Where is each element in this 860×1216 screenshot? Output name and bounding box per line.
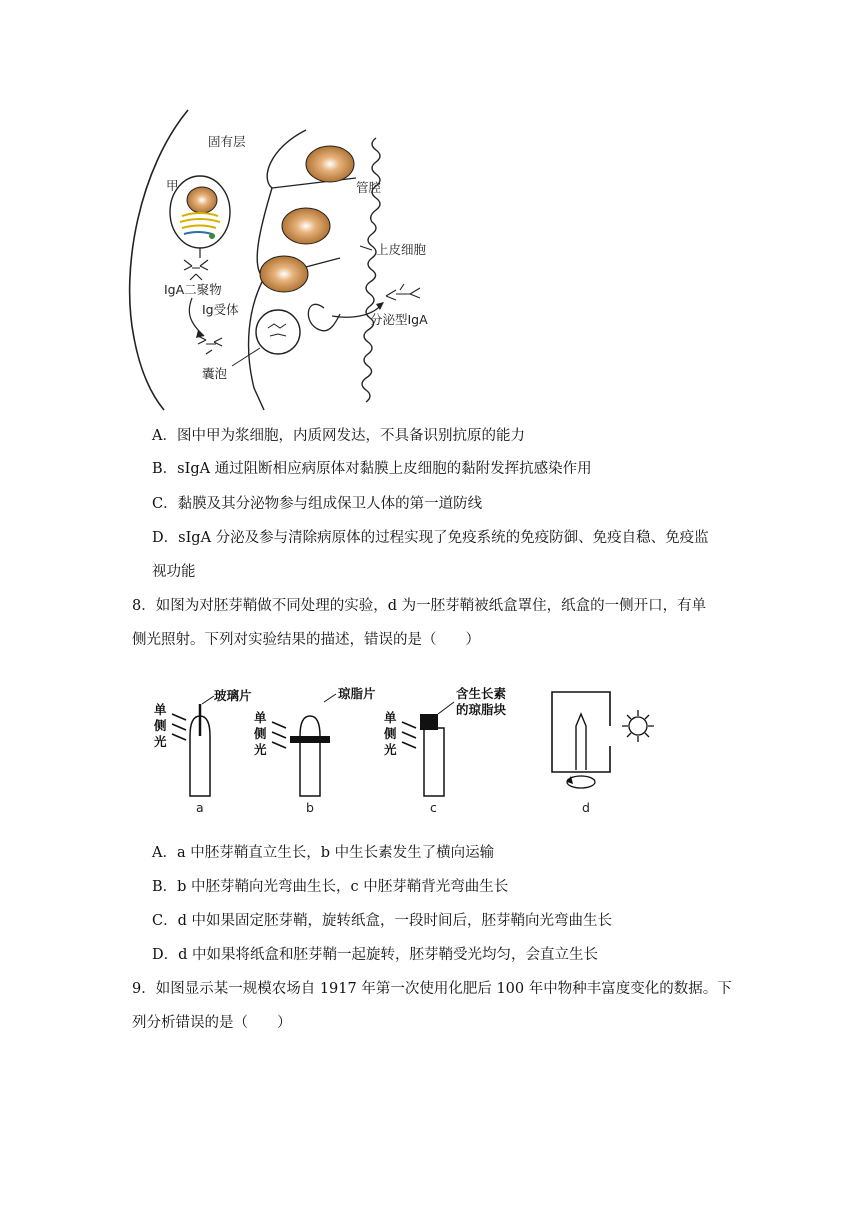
svg-text:单: 单 bbox=[154, 702, 167, 717]
vesicle bbox=[256, 310, 300, 354]
label-iga-dimer: IgA二聚物 bbox=[164, 282, 222, 297]
coleoptile-experiment-figure bbox=[140, 686, 670, 821]
svg-text:光: 光 bbox=[154, 734, 167, 749]
svg-text:侧: 侧 bbox=[154, 718, 167, 733]
lamina-boundary bbox=[130, 110, 188, 410]
q8-option-b: B．b 中胚芽鞘向光弯曲生长，c 中胚芽鞘背光弯曲生长 bbox=[152, 879, 509, 895]
panel-label-d: d bbox=[582, 800, 590, 815]
q9-stem-line-2: 列分析错误的是（ ） bbox=[132, 1015, 292, 1031]
panel-a bbox=[153, 688, 252, 815]
plasma-nucleus bbox=[187, 187, 217, 213]
label-lumen: 管腔 bbox=[356, 180, 382, 195]
apical-wave bbox=[362, 138, 380, 402]
ig-receptor-icon bbox=[198, 336, 222, 354]
panel-d bbox=[552, 692, 654, 815]
svg-text:光: 光 bbox=[384, 742, 397, 757]
q8-option-c: C．d 中如果固定胚芽鞘，旋转纸盒，一段时间后，胚芽鞘向光弯曲生长 bbox=[152, 913, 612, 929]
coleoptile-c bbox=[424, 728, 444, 796]
q7-option-b: B．sIgA 通过阻断相应病原体对黏膜上皮细胞的黏附发挥抗感染作用 bbox=[152, 461, 592, 477]
panel-b bbox=[253, 686, 376, 815]
label-vesicle: 囊泡 bbox=[202, 366, 228, 381]
label-auxin-block-2: 的琼脂块 bbox=[456, 702, 507, 717]
q7-option-c: C．黏膜及其分泌物参与组成保卫人体的第一道防线 bbox=[152, 496, 483, 512]
nucleus-1 bbox=[306, 146, 354, 182]
secretory-iga-icon bbox=[386, 284, 420, 300]
panel-label-a: a bbox=[196, 800, 204, 815]
q8-option-d: D．d 中如果将纸盒和胚芽鞘一起旋转，胚芽鞘受光均匀，会直立生长 bbox=[152, 947, 599, 963]
label-epithelial-cell: 上皮细胞 bbox=[376, 242, 427, 257]
q8-option-a: A．a 中胚芽鞘直立生长，b 中生长素发生了横向运输 bbox=[152, 845, 495, 861]
sun-icon bbox=[622, 710, 654, 742]
q8-stem-line-1: 8．如图为对胚芽鞘做不同处理的实验，d 为一胚芽鞘被纸盒罩住，纸盒的一侧开口，有单 bbox=[132, 598, 707, 614]
panel-label-c: c bbox=[430, 800, 437, 815]
nucleus-2 bbox=[282, 208, 330, 244]
label-secretory-iga: 分泌型IgA bbox=[370, 312, 428, 327]
coleoptile-d bbox=[576, 714, 586, 770]
iga-secretion-diagram bbox=[120, 108, 460, 413]
nucleus-3 bbox=[260, 256, 308, 292]
label-glass-slip: 玻璃片 bbox=[214, 688, 252, 703]
svg-text:侧: 侧 bbox=[384, 726, 397, 741]
panel-label-b: b bbox=[306, 800, 314, 815]
svg-text:单: 单 bbox=[254, 710, 267, 725]
q9-stem-line-1: 9．如图显示某一规模农场自 1917 年第一次使用化肥后 100 年中物种丰富度变化的数据。下 bbox=[132, 981, 732, 997]
panel-c bbox=[383, 686, 507, 815]
q7-option-d: D．sIgA 分泌及参与清除病原体的过程实现了免疫系统的免疫防御、免疫自稳、免疫监 bbox=[152, 530, 709, 546]
label-lamina-propria: 固有层 bbox=[208, 134, 246, 149]
iga-dimer-icon bbox=[184, 260, 208, 280]
label-agar-slip: 琼脂片 bbox=[338, 686, 376, 701]
q7-option-a: A．图中甲为浆细胞，内质网发达，不具备识别抗原的能力 bbox=[152, 428, 525, 444]
label-ig-receptor: Ig受体 bbox=[202, 302, 239, 317]
auxin-agar-block bbox=[420, 714, 438, 730]
label-jia: 甲 bbox=[166, 178, 179, 193]
agar-slip-b bbox=[290, 736, 330, 743]
svg-text:光: 光 bbox=[254, 742, 267, 757]
svg-text:单: 单 bbox=[384, 710, 397, 725]
q8-stem-line-2: 侧光照射。下列对实验结果的描述，错误的是（ ） bbox=[132, 632, 480, 648]
svg-text:侧: 侧 bbox=[254, 726, 267, 741]
q7-option-d-continued: 视功能 bbox=[152, 564, 196, 580]
coleoptile-b bbox=[300, 716, 320, 796]
label-auxin-block-1: 含生长素 bbox=[456, 686, 507, 701]
